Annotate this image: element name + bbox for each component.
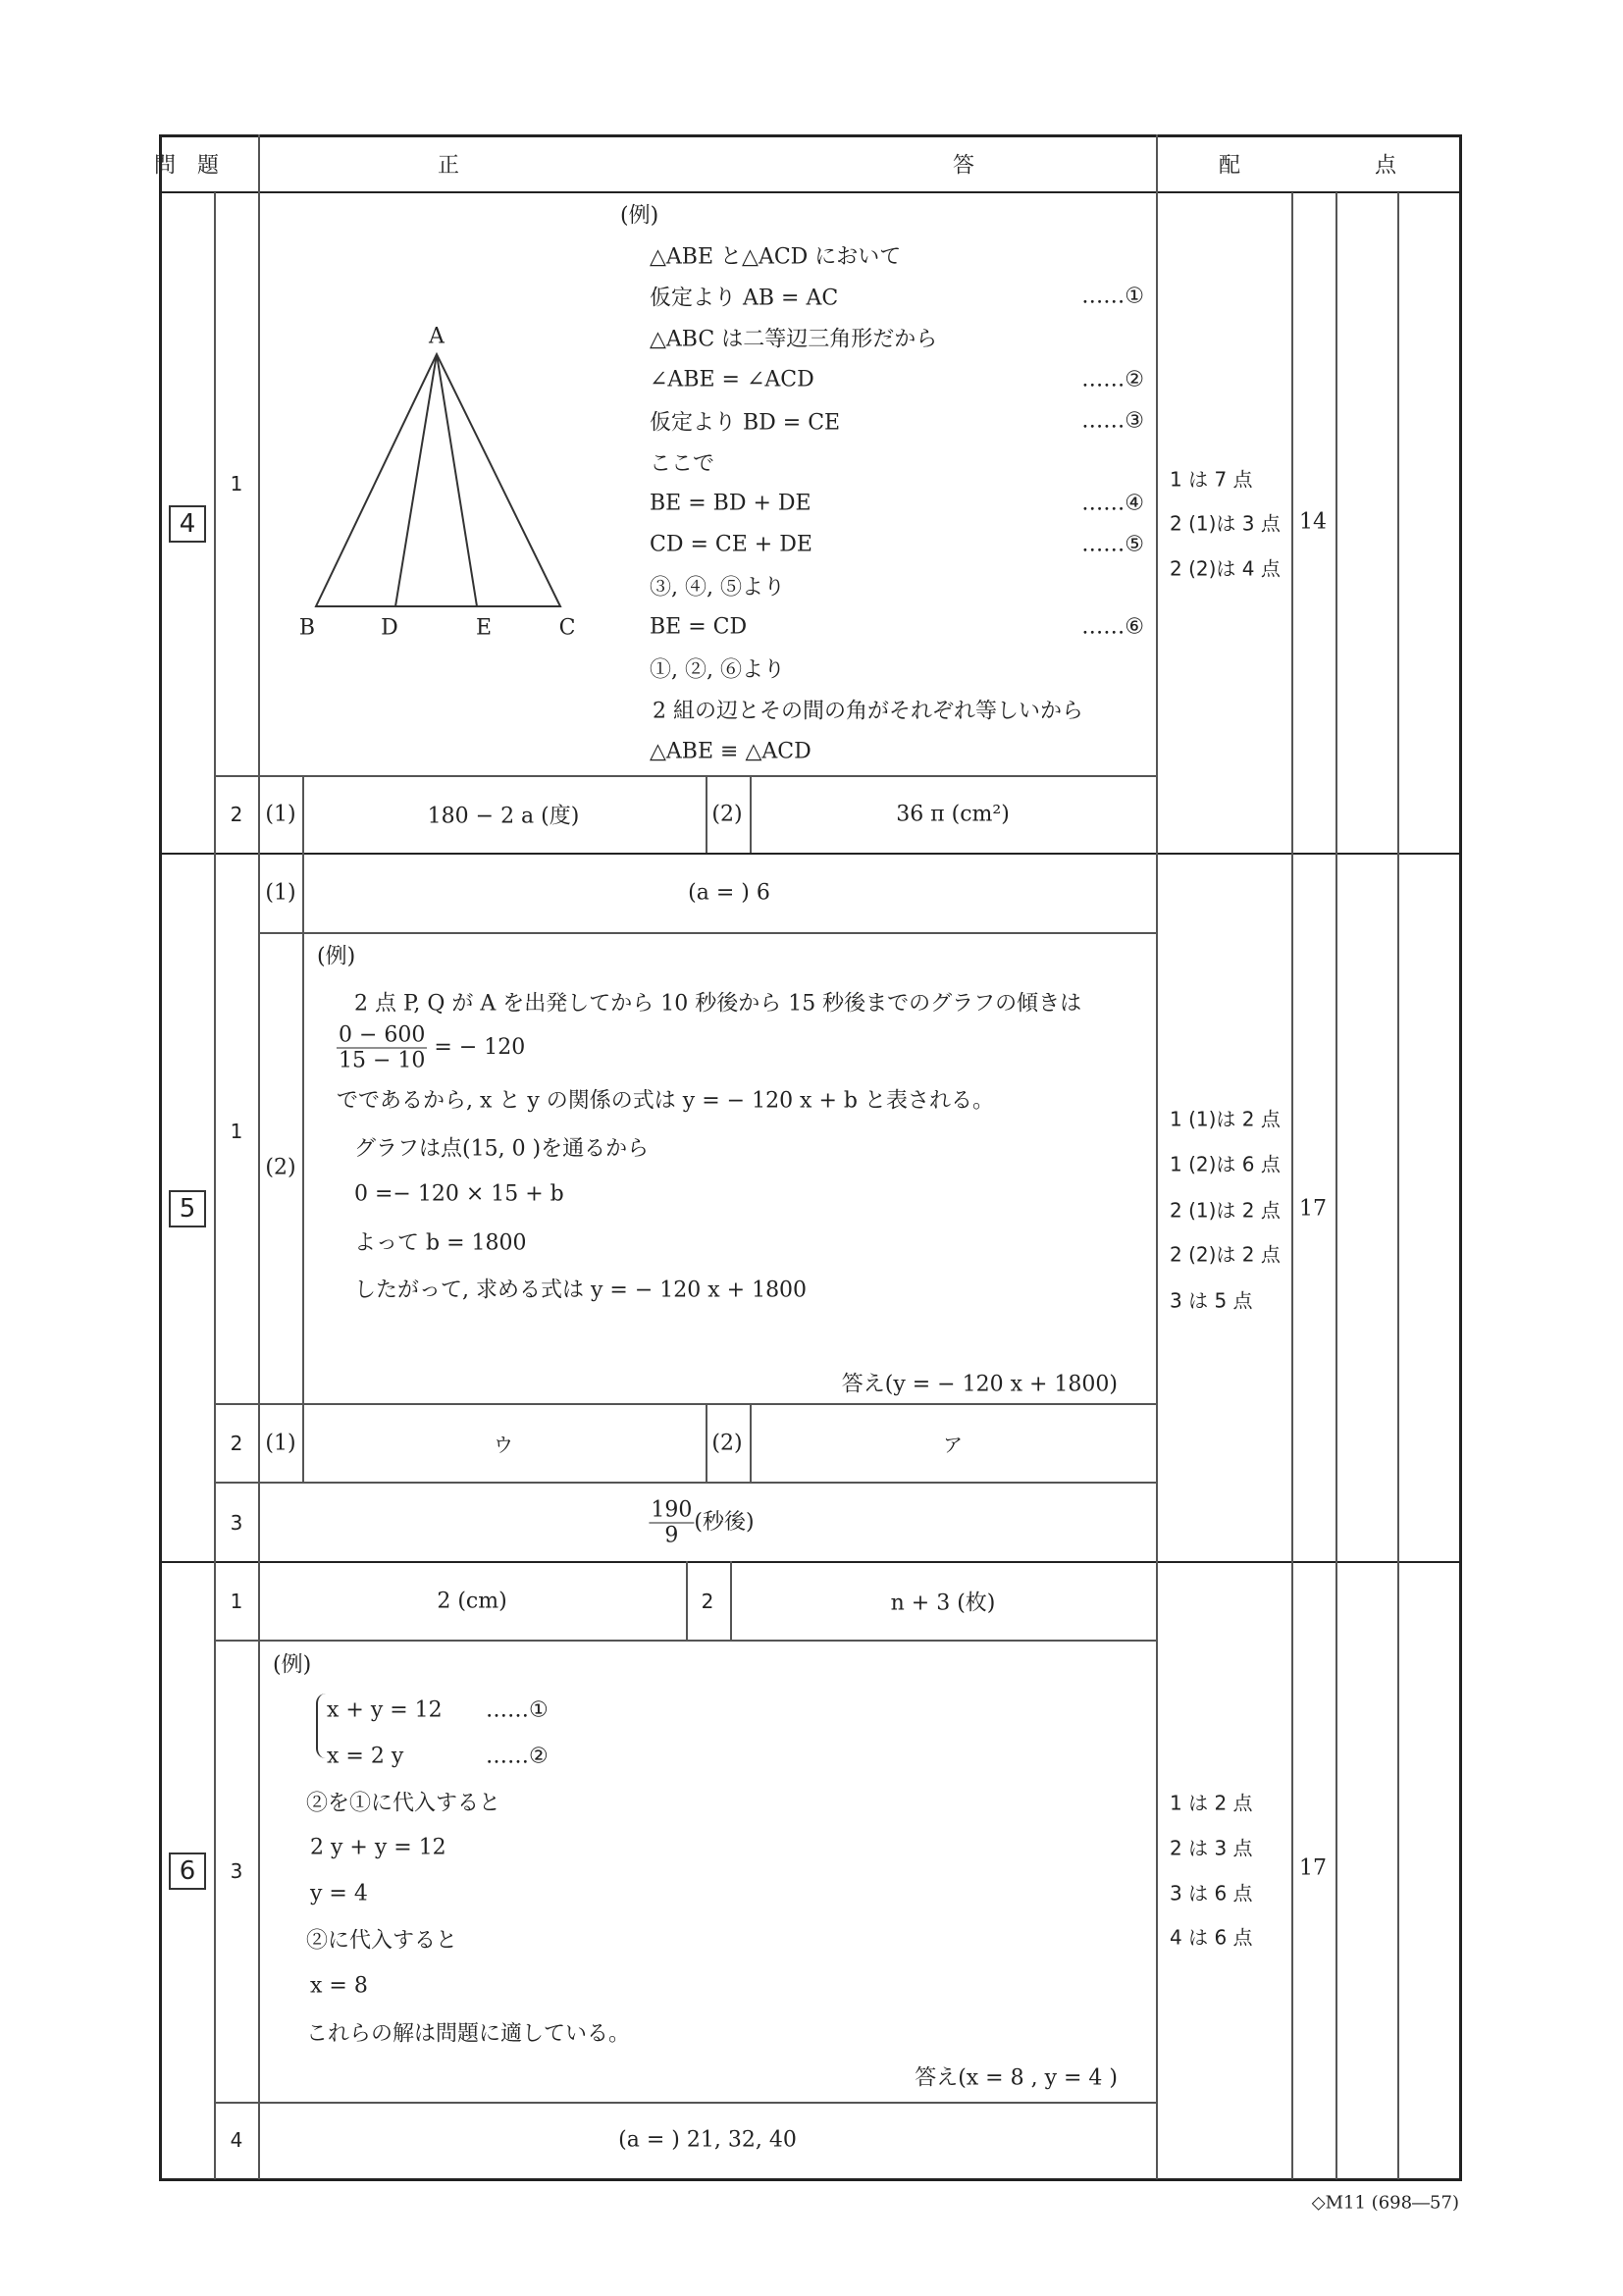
- label-c: C: [558, 615, 576, 641]
- answer-6-4: (a = ) 21, 32, 40: [618, 2127, 797, 2153]
- unit: (秒後): [694, 1510, 755, 1535]
- score-line: 3 は 6 点: [1170, 1881, 1253, 1905]
- col-line: [686, 1561, 688, 1640]
- col-line: [258, 134, 260, 2179]
- triangle-abc: [316, 354, 560, 606]
- fraction-result: = − 120: [434, 1035, 526, 1060]
- col-line: [214, 192, 216, 2179]
- header-score-b: 点: [1374, 153, 1397, 179]
- proof-mark: ……⑥: [1081, 614, 1144, 640]
- segment-ae: [437, 354, 477, 606]
- numerator: 190: [651, 1497, 693, 1523]
- equation-mark: ……①: [486, 1697, 549, 1723]
- proof-line: 仮定より BD = CE: [650, 410, 841, 436]
- score-total: 14: [1299, 509, 1327, 535]
- label-a: A: [429, 324, 445, 349]
- sub-number: 1: [230, 1590, 243, 1613]
- solution-line: x = 8: [310, 1973, 368, 1999]
- col-line: [1156, 134, 1158, 2179]
- fraction: [649, 1498, 694, 1548]
- answer-4-2-2: 36 π (cm²): [896, 802, 1010, 827]
- answer-6-2: n + 3 (枚): [890, 1591, 996, 1616]
- score-line: 2 (2)は 4 点: [1170, 556, 1281, 581]
- col-line: [750, 1403, 752, 1482]
- equation: x = 2 y: [327, 1744, 404, 1769]
- row-line: [214, 1482, 1156, 1484]
- proof-line: △ABE と△ACD において: [650, 244, 902, 270]
- solution-line: グラフは点(15, 0 )を通るから: [354, 1136, 650, 1162]
- numerator: 0 − 600: [339, 1022, 426, 1048]
- score-line: 2 (2)は 2 点: [1170, 1242, 1281, 1267]
- answer-4-2-1: 180 − 2 a (度): [427, 804, 580, 829]
- score-total: 17: [1299, 1196, 1327, 1222]
- part-label: (2): [711, 802, 743, 827]
- sub-number: 2: [230, 803, 243, 826]
- example-label: (例): [273, 1652, 312, 1678]
- col-line: [1291, 192, 1293, 2179]
- question-number-6: 6: [169, 1852, 206, 1890]
- header-question: 問 題: [153, 153, 220, 179]
- triangle-figure: [294, 324, 589, 648]
- proof-line: ①, ②, ⑥より: [650, 657, 785, 683]
- proof-line: △ABC は二等辺三角形だから: [650, 327, 938, 352]
- col-line: [302, 853, 304, 1482]
- equation-mark: ……②: [486, 1744, 549, 1769]
- col-line: [302, 775, 304, 853]
- score-line: 2 は 3 点: [1170, 1836, 1253, 1860]
- header-answer-b: 答: [952, 153, 975, 179]
- table-border-right: [1459, 134, 1462, 2181]
- score-line: 2 (1)は 2 点: [1170, 1198, 1281, 1223]
- sub-number: 1: [230, 472, 243, 496]
- proof-line: 2 組の辺とその間の角がそれぞれ等しいから: [653, 699, 1083, 724]
- solution-line: したがって, 求める式は y = − 120 x + 1800: [354, 1278, 808, 1303]
- label-b: B: [298, 615, 316, 641]
- proof-mark: ……③: [1081, 408, 1144, 434]
- proof-mark: ……④: [1081, 491, 1144, 516]
- section-divider: [159, 1561, 1462, 1563]
- system-brace: [316, 1694, 326, 1758]
- label-e: E: [475, 615, 493, 641]
- answer-5-2-2: ア: [943, 1433, 963, 1457]
- question-number-4: 4: [169, 505, 206, 543]
- denominator: 9: [664, 1523, 679, 1548]
- score-line: 1 (1)は 2 点: [1170, 1107, 1281, 1131]
- solution-line: よって b = 1800: [354, 1230, 527, 1256]
- header-answer-a: 正: [437, 153, 460, 179]
- answer-5-1-1: (a = ) 6: [688, 880, 770, 906]
- label-d: D: [381, 615, 398, 641]
- proof-mark: ……⑤: [1081, 532, 1144, 557]
- score-line: 1 (2)は 6 点: [1170, 1152, 1281, 1176]
- fraction: [337, 1023, 427, 1073]
- proof-line: BE = BD + DE: [650, 491, 812, 516]
- score-total: 17: [1299, 1855, 1327, 1881]
- score-line: 2 (1)は 3 点: [1170, 511, 1281, 536]
- sub-number: 3: [230, 1511, 243, 1535]
- col-line: [750, 775, 752, 853]
- proof-mark: ……②: [1081, 367, 1144, 392]
- answer-6-1: 2 (cm): [437, 1589, 507, 1614]
- table-border-bottom: [159, 2178, 1462, 2181]
- solution-line: 2 点 P, Q が A を出発してから 10 秒後から 15 秒後までのグラフの傾きは: [354, 991, 1082, 1017]
- table-border-top: [159, 134, 1462, 137]
- answer-5-3: [649, 1498, 754, 1548]
- proof-line: ここで: [650, 451, 715, 477]
- table-border-left: [159, 134, 162, 2181]
- part-label: (2): [711, 1431, 743, 1456]
- footer-code: ◇M11 (698―57): [1311, 2192, 1459, 2214]
- solution-line: y = 4: [310, 1881, 368, 1906]
- sub-number: 4: [230, 2128, 243, 2152]
- equation: x + y = 12: [327, 1697, 443, 1723]
- answer-6-3: 答え(x = 8 , y = 4 ): [915, 2065, 1118, 2091]
- question-number-5: 5: [169, 1190, 206, 1227]
- part-label: (1): [265, 1431, 296, 1456]
- proof-line: CD = CE + DE: [650, 532, 812, 557]
- part-label: (2): [265, 1155, 296, 1180]
- proof-line: △ABE ≡ △ACD: [650, 739, 812, 764]
- solution-line: 2 y + y = 12: [310, 1835, 446, 1860]
- score-line: 4 は 6 点: [1170, 1925, 1253, 1950]
- sub-number: 3: [230, 1859, 243, 1883]
- proof-line: ③, ④, ⑤より: [650, 575, 785, 600]
- score-line: 3 は 5 点: [1170, 1288, 1253, 1313]
- header-divider: [159, 191, 1462, 193]
- example-label: (例): [317, 944, 356, 969]
- col-line: [706, 1403, 707, 1482]
- solution-line: でであるから, x と y の関係の式は y = − 120 x + b と表される。: [337, 1088, 994, 1114]
- part-label: (1): [265, 802, 296, 827]
- denominator: 15 − 10: [339, 1048, 426, 1073]
- answer-5-2-1: ウ: [494, 1433, 513, 1457]
- row-line: [214, 2102, 1156, 2104]
- row-line: [214, 1640, 1156, 1642]
- part-label: (1): [265, 880, 296, 906]
- slope-fraction-line: [337, 1023, 525, 1073]
- section-divider: [159, 853, 1462, 855]
- col-line: [1397, 192, 1399, 2179]
- proof-line: BE = CD: [650, 614, 748, 640]
- proof-line: (例): [620, 203, 659, 229]
- score-line: 1 は 2 点: [1170, 1791, 1253, 1815]
- score-line: 1 は 7 点: [1170, 467, 1253, 492]
- col-line: [1335, 192, 1337, 2179]
- col-line: [706, 775, 707, 853]
- col-line: [730, 1561, 732, 1640]
- sub-number: 1: [230, 1120, 243, 1143]
- proof-mark: ……①: [1081, 284, 1144, 309]
- segment-ad: [395, 354, 437, 606]
- solution-line: 0 =− 120 × 15 + b: [354, 1181, 564, 1207]
- proof-line: ∠ABE = ∠ACD: [650, 367, 814, 392]
- sub-number: 2: [701, 1590, 714, 1613]
- solution-line: ②に代入すると: [306, 1928, 458, 1954]
- row-line: [214, 1403, 1156, 1405]
- answer-5-1-2: 答え(y = − 120 x + 1800): [841, 1372, 1118, 1397]
- solution-line: ②を①に代入すると: [306, 1791, 501, 1816]
- sub-number: 2: [230, 1432, 243, 1455]
- solution-line: これらの解は問題に適している。: [306, 2021, 631, 2047]
- proof-line: 仮定より AB = AC: [650, 286, 839, 311]
- row-line: [258, 932, 1156, 934]
- header-score-a: 配: [1218, 153, 1241, 179]
- row-line: [214, 775, 1156, 777]
